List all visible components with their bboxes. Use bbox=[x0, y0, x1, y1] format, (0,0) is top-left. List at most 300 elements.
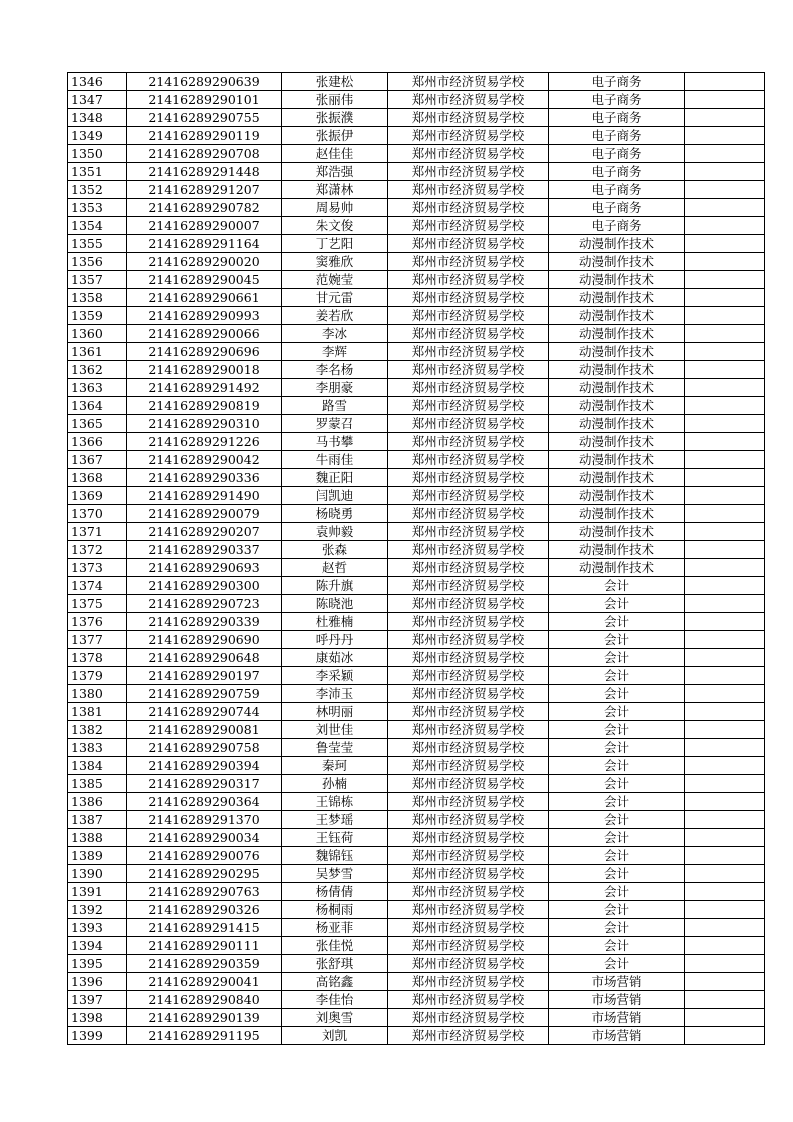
student-name-cell: 张森 bbox=[282, 541, 388, 559]
major-cell: 动漫制作技术 bbox=[549, 559, 685, 577]
school-cell: 郑州市经济贸易学校 bbox=[388, 703, 549, 721]
table-row bbox=[68, 73, 765, 91]
school-cell: 郑州市经济贸易学校 bbox=[388, 595, 549, 613]
row-number-cell: 1355 bbox=[68, 235, 127, 253]
student-id-cell: 21416289290007 bbox=[127, 217, 282, 235]
table-row bbox=[68, 109, 765, 127]
row-number-cell: 1386 bbox=[68, 793, 127, 811]
table-row bbox=[68, 667, 765, 685]
note-cell bbox=[685, 991, 765, 1009]
table-row bbox=[68, 1009, 765, 1027]
student-name-cell: 郑浩强 bbox=[282, 163, 388, 181]
row-number-cell: 1379 bbox=[68, 667, 127, 685]
row-number-cell: 1369 bbox=[68, 487, 127, 505]
table-row bbox=[68, 181, 765, 199]
table-row bbox=[68, 631, 765, 649]
table-row bbox=[68, 271, 765, 289]
school-cell: 郑州市经济贸易学校 bbox=[388, 793, 549, 811]
table-row bbox=[68, 955, 765, 973]
major-cell: 会计 bbox=[549, 577, 685, 595]
row-number-cell: 1353 bbox=[68, 199, 127, 217]
major-cell: 会计 bbox=[549, 667, 685, 685]
note-cell bbox=[685, 415, 765, 433]
major-cell: 会计 bbox=[549, 793, 685, 811]
school-cell: 郑州市经济贸易学校 bbox=[388, 523, 549, 541]
student-id-cell: 21416289290066 bbox=[127, 325, 282, 343]
table-row bbox=[68, 703, 765, 721]
row-number-cell: 1362 bbox=[68, 361, 127, 379]
student-id-cell: 21416289290661 bbox=[127, 289, 282, 307]
school-cell: 郑州市经济贸易学校 bbox=[388, 541, 549, 559]
note-cell bbox=[685, 901, 765, 919]
note-cell bbox=[685, 757, 765, 775]
major-cell: 会计 bbox=[549, 685, 685, 703]
row-number-cell: 1378 bbox=[68, 649, 127, 667]
major-cell: 会计 bbox=[549, 775, 685, 793]
row-number-cell: 1349 bbox=[68, 127, 127, 145]
school-cell: 郑州市经济贸易学校 bbox=[388, 379, 549, 397]
student-id-cell: 21416289290337 bbox=[127, 541, 282, 559]
table-row bbox=[68, 919, 765, 937]
note-cell bbox=[685, 469, 765, 487]
student-id-cell: 21416289291492 bbox=[127, 379, 282, 397]
school-cell: 郑州市经济贸易学校 bbox=[388, 91, 549, 109]
table-row bbox=[68, 595, 765, 613]
student-id-cell: 21416289290020 bbox=[127, 253, 282, 271]
note-cell bbox=[685, 379, 765, 397]
row-number-cell: 1354 bbox=[68, 217, 127, 235]
school-cell: 郑州市经济贸易学校 bbox=[388, 217, 549, 235]
student-name-cell: 杨倩倩 bbox=[282, 883, 388, 901]
note-cell bbox=[685, 163, 765, 181]
school-cell: 郑州市经济贸易学校 bbox=[388, 415, 549, 433]
note-cell bbox=[685, 667, 765, 685]
row-number-cell: 1381 bbox=[68, 703, 127, 721]
student-id-cell: 21416289291226 bbox=[127, 433, 282, 451]
table-row bbox=[68, 451, 765, 469]
school-cell: 郑州市经济贸易学校 bbox=[388, 433, 549, 451]
note-cell bbox=[685, 253, 765, 271]
major-cell: 会计 bbox=[549, 703, 685, 721]
table-row bbox=[68, 901, 765, 919]
major-cell: 电子商务 bbox=[549, 91, 685, 109]
major-cell: 市场营销 bbox=[549, 1027, 685, 1045]
row-number-cell: 1393 bbox=[68, 919, 127, 937]
major-cell: 电子商务 bbox=[549, 217, 685, 235]
student-name-cell: 张丽伟 bbox=[282, 91, 388, 109]
note-cell bbox=[685, 487, 765, 505]
major-cell: 动漫制作技术 bbox=[549, 253, 685, 271]
row-number-cell: 1361 bbox=[68, 343, 127, 361]
school-cell: 郑州市经济贸易学校 bbox=[388, 577, 549, 595]
note-cell bbox=[685, 595, 765, 613]
note-cell bbox=[685, 613, 765, 631]
major-cell: 会计 bbox=[549, 811, 685, 829]
school-cell: 郑州市经济贸易学校 bbox=[388, 667, 549, 685]
student-name-cell: 杨亚菲 bbox=[282, 919, 388, 937]
student-id-cell: 21416289290042 bbox=[127, 451, 282, 469]
table-row bbox=[68, 145, 765, 163]
student-id-cell: 21416289290639 bbox=[127, 73, 282, 91]
table-row bbox=[68, 343, 765, 361]
school-cell: 郑州市经济贸易学校 bbox=[388, 631, 549, 649]
student-name-cell: 张佳悦 bbox=[282, 937, 388, 955]
note-cell bbox=[685, 235, 765, 253]
note-cell bbox=[685, 559, 765, 577]
school-cell: 郑州市经济贸易学校 bbox=[388, 811, 549, 829]
table-row bbox=[68, 829, 765, 847]
student-name-cell: 李佳怡 bbox=[282, 991, 388, 1009]
student-id-cell: 21416289291448 bbox=[127, 163, 282, 181]
row-number-cell: 1388 bbox=[68, 829, 127, 847]
school-cell: 郑州市经济贸易学校 bbox=[388, 163, 549, 181]
major-cell: 动漫制作技术 bbox=[549, 505, 685, 523]
major-cell: 电子商务 bbox=[549, 109, 685, 127]
student-id-cell: 21416289290758 bbox=[127, 739, 282, 757]
major-cell: 动漫制作技术 bbox=[549, 415, 685, 433]
row-number-cell: 1390 bbox=[68, 865, 127, 883]
note-cell bbox=[685, 703, 765, 721]
row-number-cell: 1399 bbox=[68, 1027, 127, 1045]
school-cell: 郑州市经济贸易学校 bbox=[388, 757, 549, 775]
student-name-cell: 刘奥雪 bbox=[282, 1009, 388, 1027]
note-cell bbox=[685, 289, 765, 307]
school-cell: 郑州市经济贸易学校 bbox=[388, 307, 549, 325]
major-cell: 动漫制作技术 bbox=[549, 325, 685, 343]
major-cell: 电子商务 bbox=[549, 73, 685, 91]
note-cell bbox=[685, 973, 765, 991]
major-cell: 会计 bbox=[549, 595, 685, 613]
row-number-cell: 1397 bbox=[68, 991, 127, 1009]
note-cell bbox=[685, 127, 765, 145]
student-name-cell: 张振伊 bbox=[282, 127, 388, 145]
student-id-cell: 21416289290840 bbox=[127, 991, 282, 1009]
student-id-cell: 21416289290723 bbox=[127, 595, 282, 613]
student-name-cell: 魏锦钰 bbox=[282, 847, 388, 865]
student-id-cell: 21416289290018 bbox=[127, 361, 282, 379]
major-cell: 动漫制作技术 bbox=[549, 433, 685, 451]
student-id-cell: 21416289290993 bbox=[127, 307, 282, 325]
row-number-cell: 1383 bbox=[68, 739, 127, 757]
student-name-cell: 窦雅欣 bbox=[282, 253, 388, 271]
student-id-cell: 21416289290111 bbox=[127, 937, 282, 955]
student-id-cell: 21416289291370 bbox=[127, 811, 282, 829]
row-number-cell: 1357 bbox=[68, 271, 127, 289]
row-number-cell: 1377 bbox=[68, 631, 127, 649]
student-name-cell: 吴梦雪 bbox=[282, 865, 388, 883]
student-id-cell: 21416289290336 bbox=[127, 469, 282, 487]
row-number-cell: 1385 bbox=[68, 775, 127, 793]
school-cell: 郑州市经济贸易学校 bbox=[388, 271, 549, 289]
major-cell: 电子商务 bbox=[549, 163, 685, 181]
note-cell bbox=[685, 793, 765, 811]
school-cell: 郑州市经济贸易学校 bbox=[388, 199, 549, 217]
school-cell: 郑州市经济贸易学校 bbox=[388, 775, 549, 793]
major-cell: 动漫制作技术 bbox=[549, 307, 685, 325]
student-name-cell: 刘世佳 bbox=[282, 721, 388, 739]
student-id-cell: 21416289290139 bbox=[127, 1009, 282, 1027]
student-name-cell: 林明丽 bbox=[282, 703, 388, 721]
major-cell: 动漫制作技术 bbox=[549, 235, 685, 253]
student-id-cell: 21416289290744 bbox=[127, 703, 282, 721]
student-name-cell: 高铭鑫 bbox=[282, 973, 388, 991]
school-cell: 郑州市经济贸易学校 bbox=[388, 1009, 549, 1027]
student-id-cell: 21416289290708 bbox=[127, 145, 282, 163]
table-row bbox=[68, 127, 765, 145]
student-name-cell: 姜若欣 bbox=[282, 307, 388, 325]
row-number-cell: 1394 bbox=[68, 937, 127, 955]
major-cell: 会计 bbox=[549, 937, 685, 955]
student-name-cell: 陈升旗 bbox=[282, 577, 388, 595]
row-number-cell: 1360 bbox=[68, 325, 127, 343]
student-name-cell: 郑潇林 bbox=[282, 181, 388, 199]
student-name-cell: 李冰 bbox=[282, 325, 388, 343]
table-row bbox=[68, 289, 765, 307]
school-cell: 郑州市经济贸易学校 bbox=[388, 919, 549, 937]
table-row bbox=[68, 487, 765, 505]
school-cell: 郑州市经济贸易学校 bbox=[388, 847, 549, 865]
student-name-cell: 赵佳佳 bbox=[282, 145, 388, 163]
school-cell: 郑州市经济贸易学校 bbox=[388, 613, 549, 631]
major-cell: 电子商务 bbox=[549, 199, 685, 217]
note-cell bbox=[685, 325, 765, 343]
table-row bbox=[68, 649, 765, 667]
major-cell: 会计 bbox=[549, 649, 685, 667]
student-name-cell: 康茹冰 bbox=[282, 649, 388, 667]
note-cell bbox=[685, 775, 765, 793]
table-row bbox=[68, 469, 765, 487]
student-name-cell: 魏正阳 bbox=[282, 469, 388, 487]
row-number-cell: 1396 bbox=[68, 973, 127, 991]
table-row bbox=[68, 397, 765, 415]
row-number-cell: 1363 bbox=[68, 379, 127, 397]
student-name-cell: 孙楠 bbox=[282, 775, 388, 793]
row-number-cell: 1375 bbox=[68, 595, 127, 613]
student-name-cell: 朱文俊 bbox=[282, 217, 388, 235]
student-id-cell: 21416289290696 bbox=[127, 343, 282, 361]
major-cell: 动漫制作技术 bbox=[549, 379, 685, 397]
student-id-cell: 21416289290300 bbox=[127, 577, 282, 595]
major-cell: 会计 bbox=[549, 883, 685, 901]
note-cell bbox=[685, 649, 765, 667]
table-row bbox=[68, 163, 765, 181]
major-cell: 动漫制作技术 bbox=[549, 451, 685, 469]
table-row bbox=[68, 937, 765, 955]
student-name-cell: 赵哲 bbox=[282, 559, 388, 577]
student-name-cell: 杨桐雨 bbox=[282, 901, 388, 919]
school-cell: 郑州市经济贸易学校 bbox=[388, 685, 549, 703]
student-name-cell: 路雪 bbox=[282, 397, 388, 415]
note-cell bbox=[685, 937, 765, 955]
school-cell: 郑州市经济贸易学校 bbox=[388, 937, 549, 955]
major-cell: 动漫制作技术 bbox=[549, 271, 685, 289]
school-cell: 郑州市经济贸易学校 bbox=[388, 721, 549, 739]
row-number-cell: 1373 bbox=[68, 559, 127, 577]
row-number-cell: 1398 bbox=[68, 1009, 127, 1027]
note-cell bbox=[685, 307, 765, 325]
row-number-cell: 1370 bbox=[68, 505, 127, 523]
row-number-cell: 1364 bbox=[68, 397, 127, 415]
major-cell: 动漫制作技术 bbox=[549, 487, 685, 505]
table-row bbox=[68, 1027, 765, 1045]
row-number-cell: 1391 bbox=[68, 883, 127, 901]
major-cell: 会计 bbox=[549, 757, 685, 775]
student-id-cell: 21416289290081 bbox=[127, 721, 282, 739]
school-cell: 郑州市经济贸易学校 bbox=[388, 1027, 549, 1045]
school-cell: 郑州市经济贸易学校 bbox=[388, 181, 549, 199]
student-name-cell: 周易帅 bbox=[282, 199, 388, 217]
student-name-cell: 范婉莹 bbox=[282, 271, 388, 289]
student-id-cell: 21416289290339 bbox=[127, 613, 282, 631]
school-cell: 郑州市经济贸易学校 bbox=[388, 145, 549, 163]
table-row bbox=[68, 379, 765, 397]
student-id-cell: 21416289290364 bbox=[127, 793, 282, 811]
student-id-cell: 21416289290076 bbox=[127, 847, 282, 865]
table-row bbox=[68, 865, 765, 883]
student-id-cell: 21416289290763 bbox=[127, 883, 282, 901]
student-id-cell: 21416289290079 bbox=[127, 505, 282, 523]
major-cell: 动漫制作技术 bbox=[549, 289, 685, 307]
row-number-cell: 1368 bbox=[68, 469, 127, 487]
note-cell bbox=[685, 73, 765, 91]
table-row bbox=[68, 433, 765, 451]
table-row bbox=[68, 505, 765, 523]
student-id-cell: 21416289290045 bbox=[127, 271, 282, 289]
table-row bbox=[68, 775, 765, 793]
student-name-cell: 杨晓勇 bbox=[282, 505, 388, 523]
student-id-cell: 21416289290295 bbox=[127, 865, 282, 883]
note-cell bbox=[685, 397, 765, 415]
student-name-cell: 李采颖 bbox=[282, 667, 388, 685]
note-cell bbox=[685, 865, 765, 883]
student-id-cell: 21416289291164 bbox=[127, 235, 282, 253]
student-id-cell: 21416289290326 bbox=[127, 901, 282, 919]
table-row bbox=[68, 415, 765, 433]
school-cell: 郑州市经济贸易学校 bbox=[388, 883, 549, 901]
student-name-cell: 陈晓池 bbox=[282, 595, 388, 613]
table-row bbox=[68, 757, 765, 775]
school-cell: 郑州市经济贸易学校 bbox=[388, 343, 549, 361]
student-id-cell: 21416289291415 bbox=[127, 919, 282, 937]
major-cell: 会计 bbox=[549, 829, 685, 847]
student-id-cell: 21416289290759 bbox=[127, 685, 282, 703]
major-cell: 市场营销 bbox=[549, 1009, 685, 1027]
major-cell: 会计 bbox=[549, 865, 685, 883]
student-id-cell: 21416289290648 bbox=[127, 649, 282, 667]
student-id-cell: 21416289290197 bbox=[127, 667, 282, 685]
major-cell: 动漫制作技术 bbox=[549, 361, 685, 379]
major-cell: 动漫制作技术 bbox=[549, 523, 685, 541]
student-id-cell: 21416289290394 bbox=[127, 757, 282, 775]
school-cell: 郑州市经济贸易学校 bbox=[388, 739, 549, 757]
row-number-cell: 1347 bbox=[68, 91, 127, 109]
school-cell: 郑州市经济贸易学校 bbox=[388, 73, 549, 91]
table-row bbox=[68, 559, 765, 577]
row-number-cell: 1389 bbox=[68, 847, 127, 865]
roster-table-body bbox=[68, 73, 765, 1045]
student-name-cell: 闫凯迪 bbox=[282, 487, 388, 505]
major-cell: 会计 bbox=[549, 919, 685, 937]
student-name-cell: 李名杨 bbox=[282, 361, 388, 379]
table-row bbox=[68, 991, 765, 1009]
school-cell: 郑州市经济贸易学校 bbox=[388, 127, 549, 145]
note-cell bbox=[685, 829, 765, 847]
row-number-cell: 1359 bbox=[68, 307, 127, 325]
student-id-cell: 21416289290101 bbox=[127, 91, 282, 109]
note-cell bbox=[685, 451, 765, 469]
note-cell bbox=[685, 1027, 765, 1045]
note-cell bbox=[685, 523, 765, 541]
row-number-cell: 1346 bbox=[68, 73, 127, 91]
table-row bbox=[68, 199, 765, 217]
student-name-cell: 呼丹丹 bbox=[282, 631, 388, 649]
note-cell bbox=[685, 199, 765, 217]
note-cell bbox=[685, 217, 765, 235]
row-number-cell: 1392 bbox=[68, 901, 127, 919]
table-row bbox=[68, 613, 765, 631]
school-cell: 郑州市经济贸易学校 bbox=[388, 901, 549, 919]
note-cell bbox=[685, 271, 765, 289]
school-cell: 郑州市经济贸易学校 bbox=[388, 253, 549, 271]
note-cell bbox=[685, 883, 765, 901]
note-cell bbox=[685, 685, 765, 703]
row-number-cell: 1365 bbox=[68, 415, 127, 433]
major-cell: 会计 bbox=[549, 955, 685, 973]
table-row bbox=[68, 793, 765, 811]
student-name-cell: 张舒琪 bbox=[282, 955, 388, 973]
student-name-cell: 张建松 bbox=[282, 73, 388, 91]
note-cell bbox=[685, 919, 765, 937]
major-cell: 动漫制作技术 bbox=[549, 469, 685, 487]
student-id-cell: 21416289291195 bbox=[127, 1027, 282, 1045]
student-name-cell: 袁帅毅 bbox=[282, 523, 388, 541]
note-cell bbox=[685, 541, 765, 559]
student-name-cell: 杜雅楠 bbox=[282, 613, 388, 631]
note-cell bbox=[685, 955, 765, 973]
student-id-cell: 21416289290207 bbox=[127, 523, 282, 541]
row-number-cell: 1382 bbox=[68, 721, 127, 739]
major-cell: 会计 bbox=[549, 613, 685, 631]
school-cell: 郑州市经济贸易学校 bbox=[388, 109, 549, 127]
school-cell: 郑州市经济贸易学校 bbox=[388, 361, 549, 379]
school-cell: 郑州市经济贸易学校 bbox=[388, 235, 549, 253]
row-number-cell: 1350 bbox=[68, 145, 127, 163]
row-number-cell: 1376 bbox=[68, 613, 127, 631]
row-number-cell: 1367 bbox=[68, 451, 127, 469]
student-name-cell: 王锦栋 bbox=[282, 793, 388, 811]
note-cell bbox=[685, 1009, 765, 1027]
major-cell: 会计 bbox=[549, 721, 685, 739]
row-number-cell: 1380 bbox=[68, 685, 127, 703]
student-id-cell: 21416289290119 bbox=[127, 127, 282, 145]
school-cell: 郑州市经济贸易学校 bbox=[388, 973, 549, 991]
student-name-cell: 丁艺阳 bbox=[282, 235, 388, 253]
student-id-cell: 21416289290310 bbox=[127, 415, 282, 433]
school-cell: 郑州市经济贸易学校 bbox=[388, 487, 549, 505]
table-row bbox=[68, 523, 765, 541]
major-cell: 会计 bbox=[549, 847, 685, 865]
major-cell: 电子商务 bbox=[549, 127, 685, 145]
student-name-cell: 王梦瑶 bbox=[282, 811, 388, 829]
table-row bbox=[68, 883, 765, 901]
row-number-cell: 1395 bbox=[68, 955, 127, 973]
major-cell: 会计 bbox=[549, 739, 685, 757]
student-id-cell: 21416289290782 bbox=[127, 199, 282, 217]
school-cell: 郑州市经济贸易学校 bbox=[388, 505, 549, 523]
student-name-cell: 张振濮 bbox=[282, 109, 388, 127]
student-id-cell: 21416289290034 bbox=[127, 829, 282, 847]
row-number-cell: 1372 bbox=[68, 541, 127, 559]
